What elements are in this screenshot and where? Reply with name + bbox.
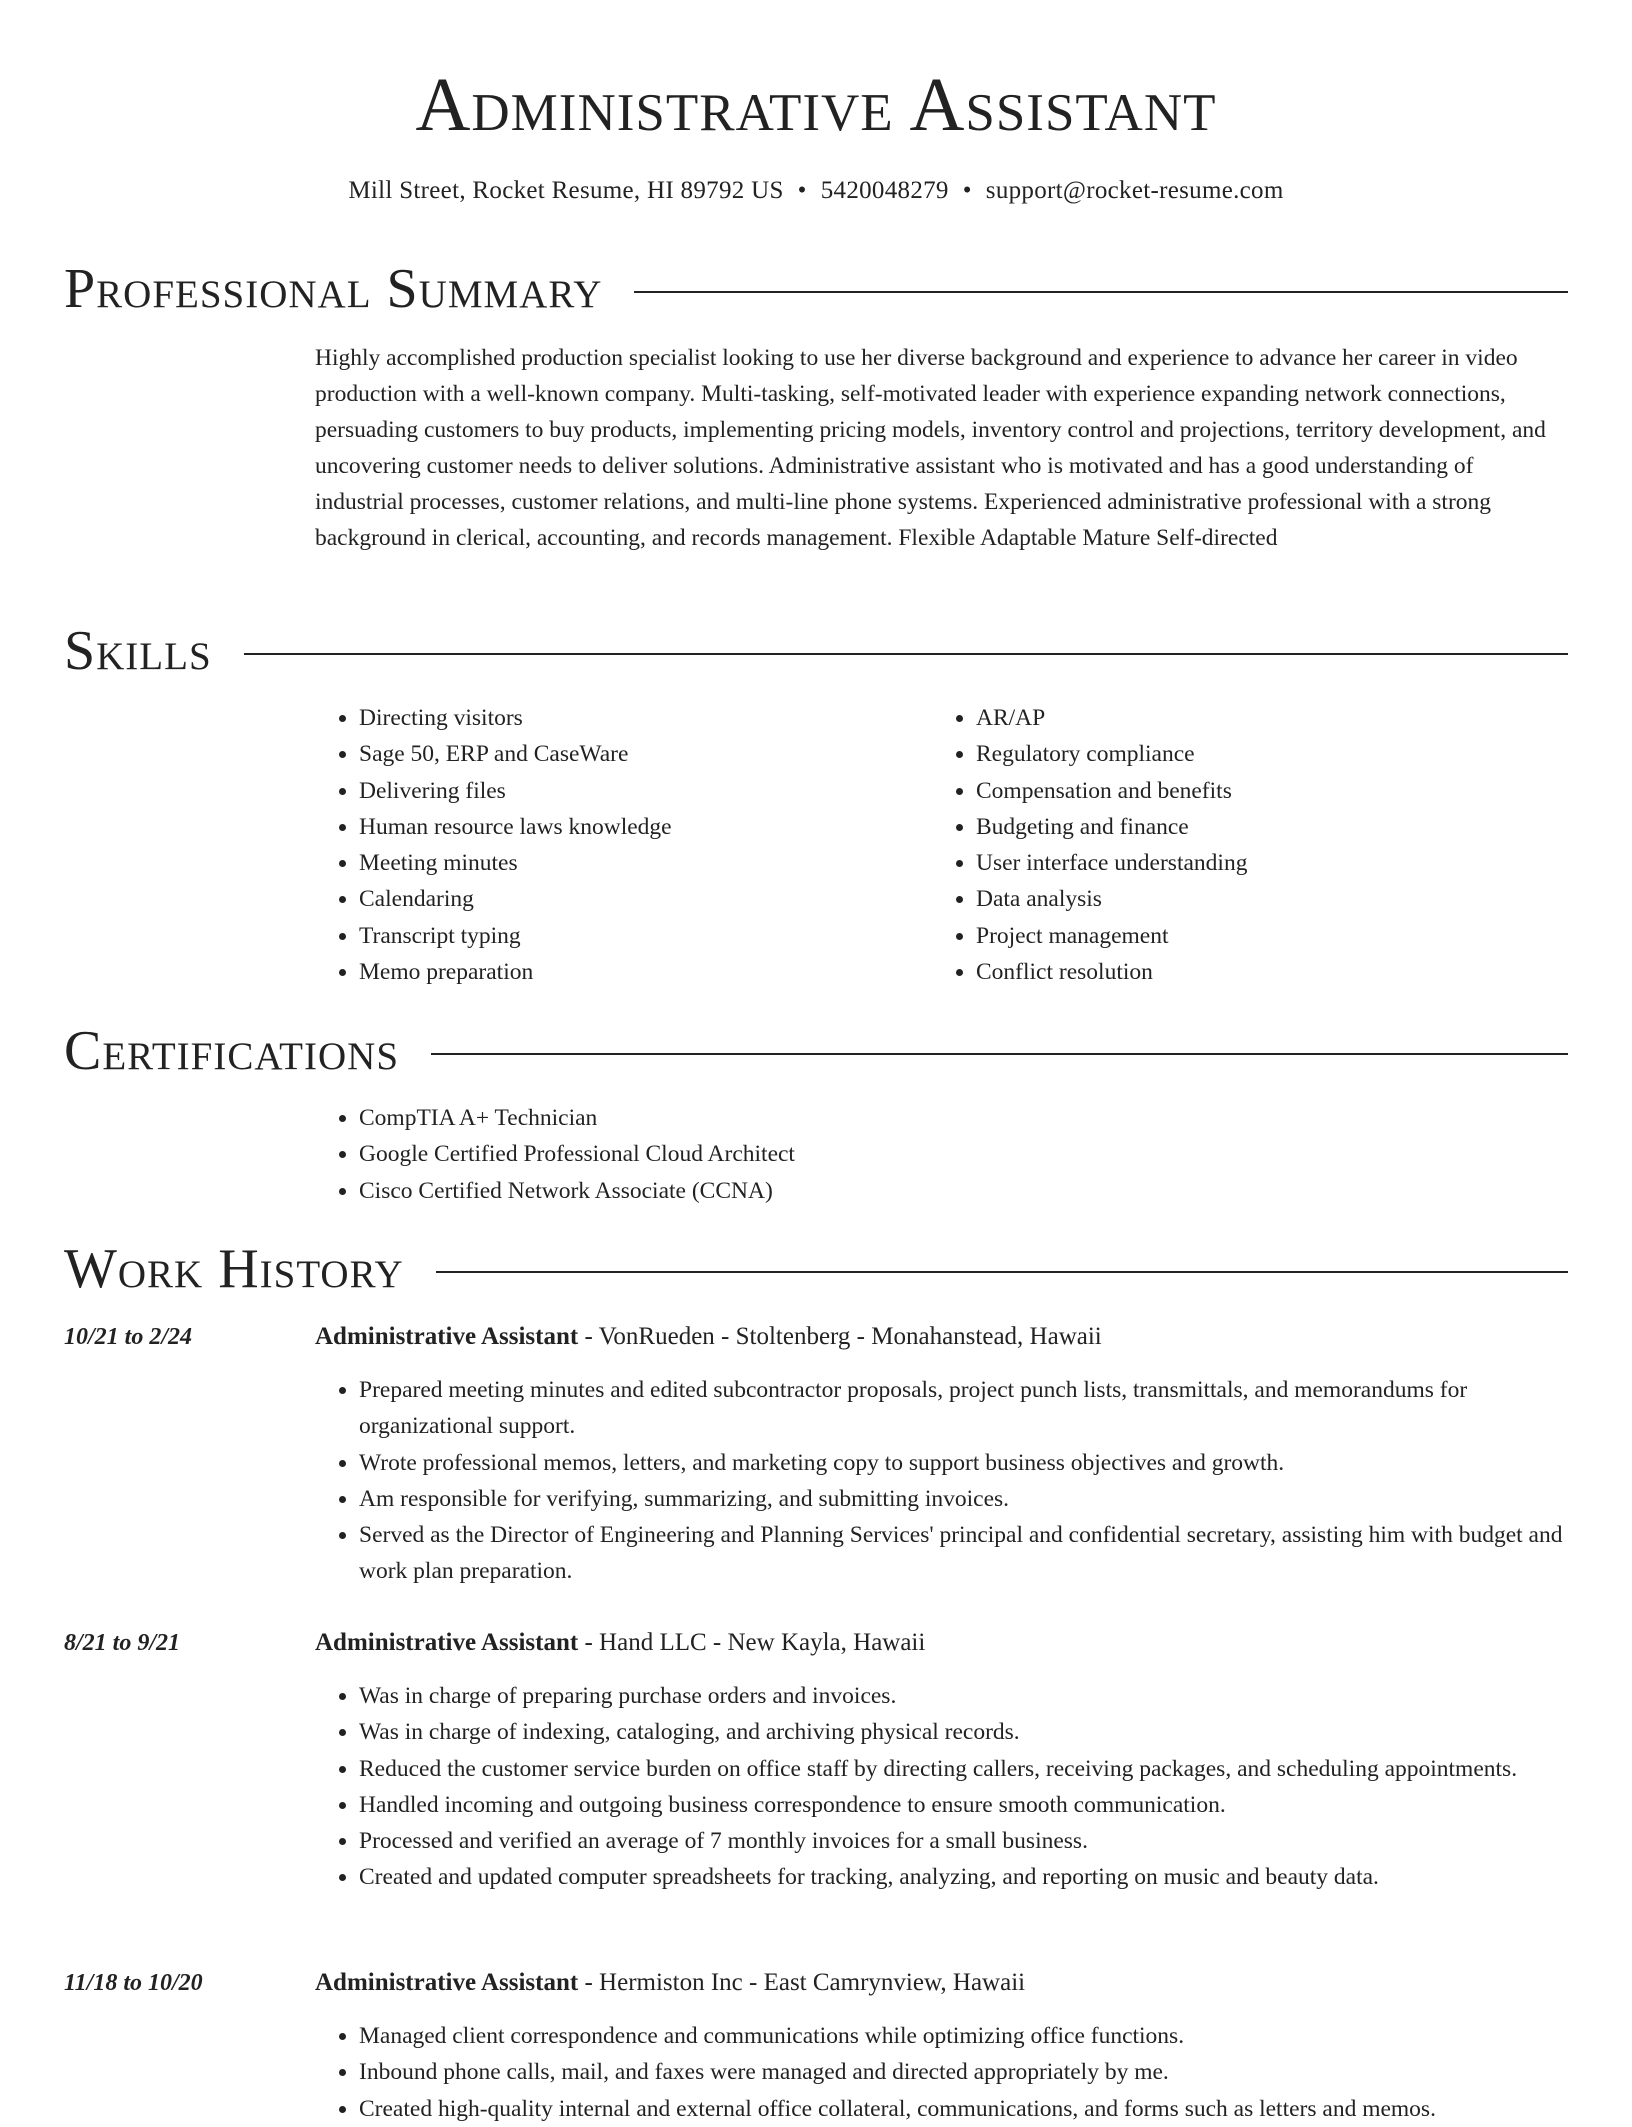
skill-item: • User interface understanding [976, 845, 1576, 881]
certification-item: • Google Certified Professional Cloud Architect [359, 1136, 1559, 1172]
job-title: Administrative Assistant [315, 1969, 579, 1996]
certification-item: • CompTIA A+ Technician [359, 1100, 1559, 1136]
skill-item: • Transcript typing [359, 918, 959, 954]
certifications-list [315, 1100, 1559, 1209]
email: support@rocket-resume.com [985, 177, 1284, 204]
skills-list-right [932, 700, 1576, 990]
address: Mill Street, Rocket Resume, HI 89792 US [348, 177, 784, 204]
candidate-name: Administrative Assistant [415, 63, 1217, 147]
phone: 5420048279 [820, 177, 949, 204]
skill-item: • Delivering files [359, 773, 959, 809]
job-duties-list [315, 2018, 1568, 2127]
skill-item: • Budgeting and finance [976, 809, 1576, 845]
skill-item: • Calendaring [359, 881, 959, 917]
job-duty: • Processed and verified an average of 7 monthly invoices for a small business. [359, 1823, 1568, 1859]
job-title: Administrative Assistant [315, 1629, 579, 1656]
section-divider [634, 291, 1568, 293]
job-dates: 8/21 to 9/21 [64, 1630, 181, 1656]
skill-item: • Directing visitors [359, 700, 959, 736]
skill-item: • Data analysis [976, 881, 1576, 917]
work-history-section-header [64, 1234, 1568, 1304]
job-title-line [315, 1966, 1568, 2000]
skill-item: • Sage 50, ERP and CaseWare [359, 736, 959, 772]
job-duty: • Wrote professional memos, letters, and marketing copy to support business objectives and growth. [359, 1445, 1568, 1481]
certifications-heading: Certifications [64, 1020, 400, 1082]
job-duties-list [315, 1372, 1568, 1590]
summary-heading: Professional Summary [64, 258, 603, 320]
skill-item: • Meeting minutes [359, 845, 959, 881]
separator-dot: • [962, 177, 972, 204]
job-duty: • Was in charge of indexing, cataloging, and archiving physical records. [359, 1714, 1568, 1750]
job-title-line [315, 1626, 1568, 1660]
job-duty: • Created high-quality internal and external office collateral, communications, and forms such as letters and memos. [359, 2091, 1568, 2127]
skill-item: • Project management [976, 918, 1576, 954]
contact-line [0, 174, 1632, 208]
job-duties-list [315, 1678, 1568, 1896]
skill-item: • Memo preparation [359, 954, 959, 990]
skills-heading: Skills [64, 620, 212, 682]
section-divider [431, 1053, 1568, 1055]
certifications-section-header [64, 1016, 1568, 1086]
certification-item: • Cisco Certified Network Associate (CCNA) [359, 1173, 1559, 1209]
skills-section-header [64, 616, 1568, 686]
job-duty: • Am responsible for verifying, summarizing, and submitting invoices. [359, 1481, 1568, 1517]
job-duty: • Was in charge of preparing purchase orders and invoices. [359, 1678, 1568, 1714]
job-duty: • Created and updated computer spreadsheets for tracking, analyzing, and reporting on music and beauty data. [359, 1859, 1568, 1895]
job-employer-location: - Hand LLC - New Kayla, Hawaii [578, 1629, 926, 1656]
skill-item: • Conflict resolution [976, 954, 1576, 990]
job-dates: 10/21 to 2/24 [64, 1324, 193, 1350]
skill-item: • Human resource laws knowledge [359, 809, 959, 845]
skill-item: • AR/AP [976, 700, 1576, 736]
section-divider [436, 1271, 1568, 1273]
skills-list-left [315, 700, 959, 990]
job-duty: • Prepared meeting minutes and edited subcontractor proposals, project punch lists, transmittals, and memorandums for organizational support. [359, 1372, 1568, 1445]
job-title-line [315, 1320, 1568, 1354]
job-duty: • Inbound phone calls, mail, and faxes were managed and directed appropriately by me. [359, 2054, 1568, 2090]
skill-item: • Regulatory compliance [976, 736, 1576, 772]
job-duty: • Handled incoming and outgoing business correspondence to ensure smooth communication. [359, 1787, 1568, 1823]
section-divider [244, 653, 1568, 655]
work-history-heading: Work History [64, 1238, 404, 1300]
job-employer-location: - Hermiston Inc - East Camrynview, Hawaii [578, 1969, 1026, 1996]
summary-text: Highly accomplished production specialist looking to use her diverse background and experience to advance her career in video production with a well-known company. Multi-tasking, self-motivated leader with experience expanding network connections, persuading customers to buy products, implementing pricing models, inventory control and projections, territory development, and uncovering customer needs to deliver solutions. Administrative assistant who is motivated and has a good understanding of industrial processes, customer relations, and multi-line phone systems. Experienced administrative professional with a strong background in clerical, accounting, and records management. Flexible Adaptable Mature Self-directed [315, 345, 1546, 551]
job-duty: • Managed client correspondence and communications while optimizing office functions. [359, 2018, 1568, 2054]
separator-dot: • [797, 177, 807, 204]
job-duty: • Served as the Director of Engineering and Planning Services' principal and confidential secretary, assisting him with budget and work plan preparation. [359, 1517, 1568, 1590]
skill-item: • Compensation and benefits [976, 773, 1576, 809]
summary-section-header [64, 254, 1568, 324]
job-title: Administrative Assistant [315, 1323, 579, 1350]
job-dates: 11/18 to 10/20 [64, 1970, 203, 1996]
job-employer-location: - VonRueden - Stoltenberg - Monahanstead, Hawaii [578, 1323, 1102, 1350]
job-duty: • Reduced the customer service burden on office staff by directing callers, receiving packages, and scheduling appointments. [359, 1751, 1568, 1787]
